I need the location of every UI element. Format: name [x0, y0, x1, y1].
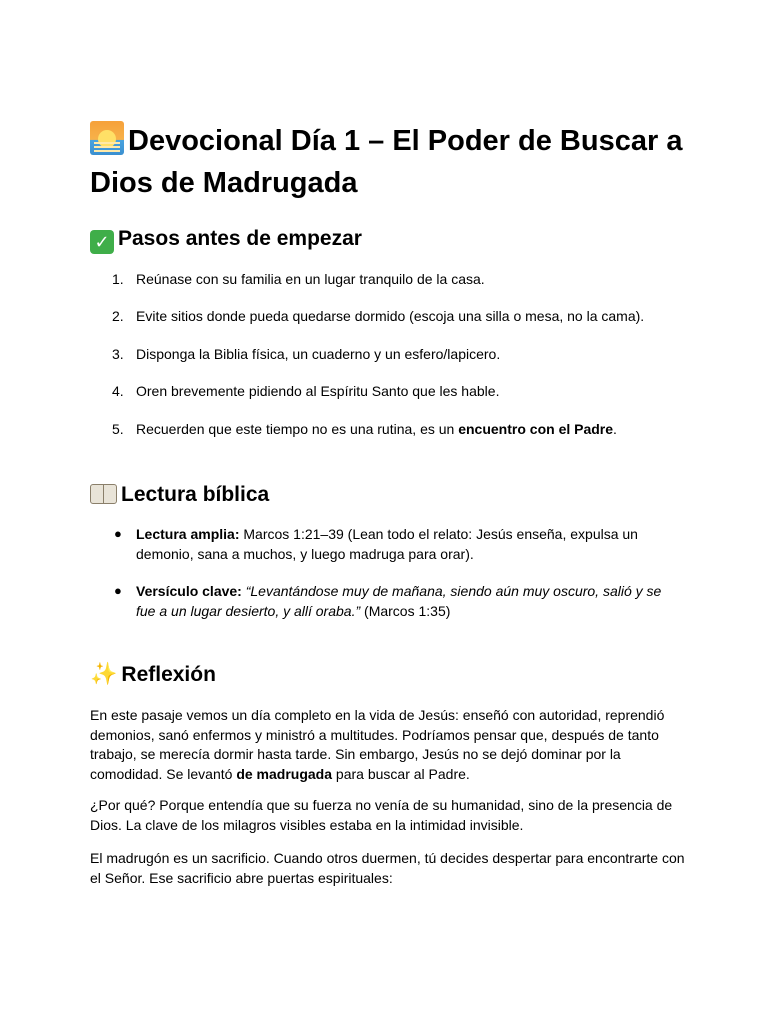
list-item-number: 1.	[112, 271, 124, 287]
check-mark-icon: ✓	[90, 230, 114, 254]
list-item-text	[136, 581, 681, 621]
open-book-icon	[90, 484, 116, 504]
list-item-text: Recuerden que este tiempo no es una rutina, es un encuentro con el Padre.	[136, 421, 617, 437]
list-item-text: Disponga la Biblia física, un cuaderno y un esfero/lapicero.	[136, 346, 501, 362]
list-item-text: Oren brevemente pidiendo al Espíritu Santo que les hable.	[136, 383, 500, 399]
list-item-number: 3.	[112, 346, 124, 362]
reflection-paragraph: ¿Por qué? Porque entendía que su fuerza no venía de su humanidad, sino de la presencia de Dios. La clave de los milagros visibles estaba en la intimidad invisible.	[90, 797, 673, 833]
list-item-number: 5.	[112, 421, 124, 437]
verse-quote: “Levantándose muy de mañana, siendo aún muy oscuro, salió y se fue a un lugar desierto, y allí oraba.”	[136, 583, 662, 619]
steps-heading	[90, 225, 362, 254]
bullet-icon: ●	[114, 583, 122, 598]
list-item-text: Evite sitios donde pueda quedarse dormido (escoja una silla o mesa, no la cama).	[136, 308, 645, 324]
reflection-paragraph: En este pasaje vemos un día completo en la vida de Jesús: enseñó con autoridad, reprendió demonios, sanó enfermos y ministró a multitudes. Podríamos pensar que, después de tanto trabajo, se merecía dormir hasta tarde. Sin embargo, Jesús no se dejó dominar por la comodidad. Se levantó de madrugada para buscar al Padre.	[90, 707, 665, 782]
reflection-paragraph: El madrugón es un sacrificio. Cuando otros duermen, tú decides despertar para encontrarte con el Señor. Ese sacrificio abre puertas espirituales:	[90, 850, 685, 886]
bullet-icon: ●	[114, 526, 122, 541]
list-item-text: Reúnase con su familia en un lugar tranquilo de la casa.	[136, 271, 485, 287]
verse-reference: (Marcos 1:35)	[360, 603, 451, 619]
reflection-heading	[90, 661, 216, 689]
steps-heading-text: Pasos antes de empezar	[118, 227, 362, 250]
bold-text: de madrugada	[236, 765, 333, 782]
reflection-heading-text: Reflexión	[121, 663, 216, 686]
page-title-text: Devocional Día 1 – El Poder de Buscar a Dios de Madrugada	[90, 125, 683, 199]
list-item-text: Lectura amplia: Marcos 1:21–39 (Lean todo el relato: Jesús enseña, expulsa un demonio, sana a muchos, y luego madruga para orar).	[136, 526, 638, 562]
reading-heading	[90, 481, 269, 509]
item-label: Versículo clave:	[136, 583, 242, 599]
list-item-number: 2.	[112, 308, 124, 324]
bold-text: encuentro con el Padre	[458, 421, 614, 437]
reading-heading-text: Lectura bíblica	[121, 483, 270, 506]
page-title	[90, 120, 690, 204]
sparkles-icon: ✨	[90, 662, 118, 687]
item-label: Lectura amplia:	[136, 526, 240, 542]
list-item-number: 4.	[112, 383, 124, 399]
sunrise-icon	[90, 121, 124, 155]
